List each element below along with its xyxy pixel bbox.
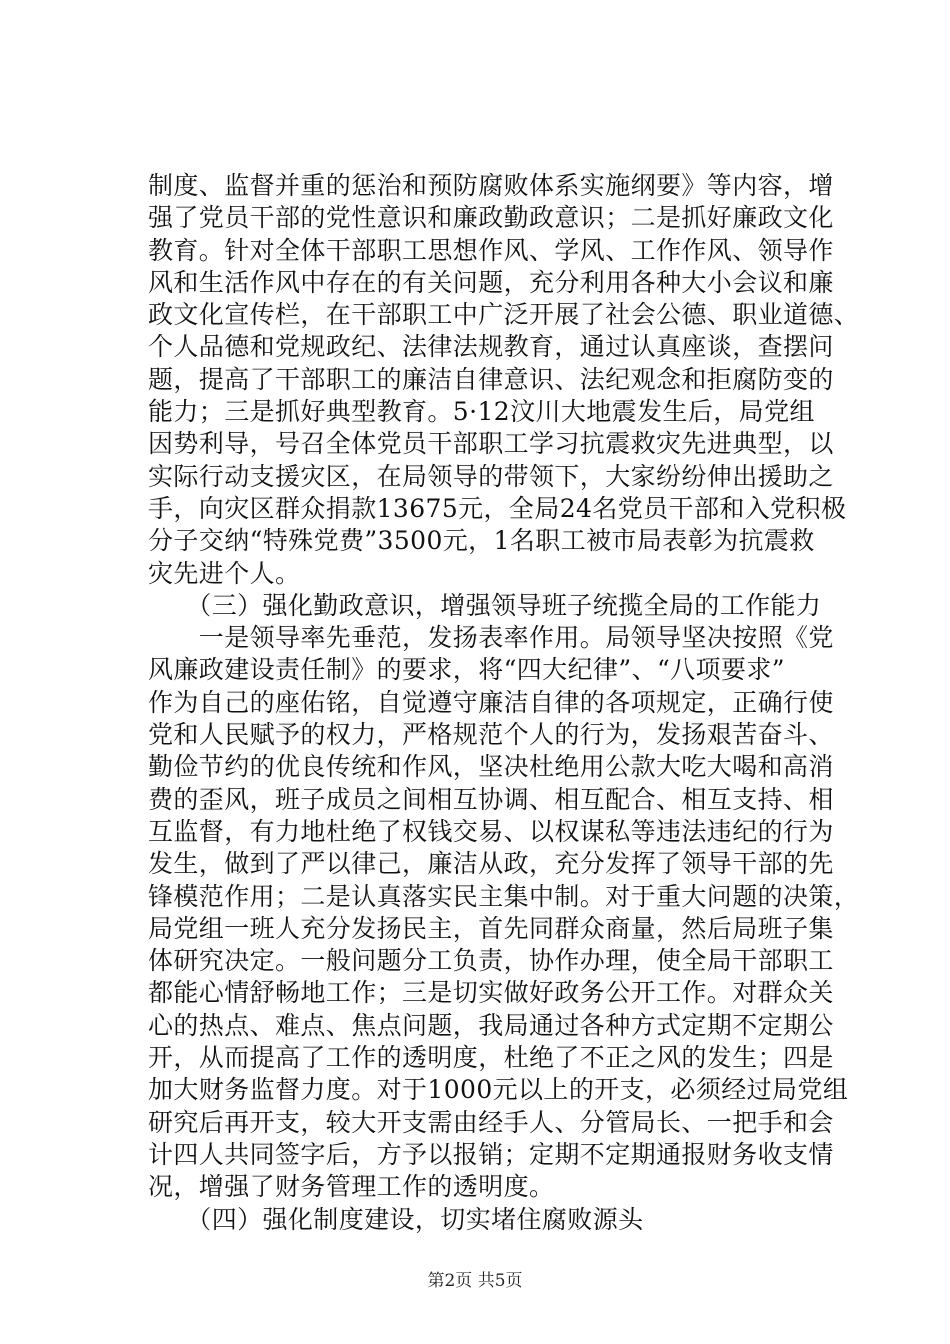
text-line: 分子交纳“特殊党费”3500元，1名职工被市局表彰为抗震救 xyxy=(148,526,815,556)
text-line: 况，增强了财务管理工作的透明度。 xyxy=(148,1172,555,1202)
text-line: 作为自己的座佑铭，自觉遵守廉洁自律的各项规定，正确行使 xyxy=(148,687,834,717)
text-line: 强了党员干部的党性意识和廉政勤政意识；二是抓好廉政文化 xyxy=(148,203,834,233)
text-line: 灾先进个人。 xyxy=(148,558,301,588)
page-footer xyxy=(0,1270,950,1292)
text-line: 体研究决定。一般问题分工负责，协作办理，使全局干部职工 xyxy=(148,946,834,976)
text-line: 党和人民赋予的权力，严格规范个人的行为，发扬艰苦奋斗、 xyxy=(148,720,834,750)
text-line: 费的歪风，班子成员之间相互协调、相互配合、相互支持、相 xyxy=(148,784,834,814)
section-heading-4: （四）强化制度建设，切实堵住腐败源头 xyxy=(148,1204,644,1234)
document-body xyxy=(148,170,858,1236)
text-line: 互监督，有力地杜绝了权钱交易、以权谋私等违法违纪的行为 xyxy=(148,816,834,846)
text-line: 研究后再开支，较大开支需由经手人、分管局长、一把手和会 xyxy=(148,1107,834,1137)
text-line: 局党组一班人充分发扬民主，首先同群众商量，然后局班子集 xyxy=(148,913,834,943)
text-line: 心的热点、难点、焦点问题，我局通过各种方式定期不定期公 xyxy=(148,1010,834,1040)
text-line: 因势利导，号召全体党员干部职工学习抗震救灾先进典型，以 xyxy=(148,429,834,459)
text-line: 风和生活作风中存在的有关问题，充分利用各种大小会议和廉 xyxy=(148,267,834,297)
text-line: 开，从而提高了工作的透明度，杜绝了不正之风的发生；四是 xyxy=(148,1043,834,1073)
text-line: 一是领导率先垂范，发扬表率作用。局领导坚决按照《党 xyxy=(148,623,834,653)
text-line: 手，向灾区群众捐款13675元，全局24名党员干部和入党积极 xyxy=(148,493,847,523)
text-line: 题，提高了干部职工的廉洁自律意识、法纪观念和拒腐防变的 xyxy=(148,364,834,394)
text-line: 能力；三是抓好典型教育。5·12汶川大地震发生后，局党组 xyxy=(148,397,815,427)
text-line: 都能心情舒畅地工作；三是切实做好政务公开工作。对群众关 xyxy=(148,978,834,1008)
page-number: 第2页 共5页 xyxy=(427,1271,523,1291)
text-line: 教育。针对全体干部职工思想作风、学风、工作作风、领导作 xyxy=(148,235,834,265)
text-line: 发生，做到了严以律己，廉洁从政，充分发挥了领导干部的先 xyxy=(148,849,834,879)
text-line: 勤俭节约的优良传统和作风，坚决杜绝用公款大吃大喝和高消 xyxy=(148,752,834,782)
text-line: 加大财务监督力度。对于1000元以上的开支，必须经过局党组 xyxy=(148,1075,849,1105)
section-heading-3: （三）强化勤政意识，增强领导班子统揽全局的工作能力 xyxy=(148,590,822,620)
text-line: 制度、监督并重的惩治和预防腐败体系实施纲要》等内容，增 xyxy=(148,171,834,200)
text-line: 锋模范作用；二是认真落实民主集中制。对于重大问题的决策， xyxy=(148,881,860,911)
text-line: 个人品德和党规政纪、法律法规教育，通过认真座谈，查摆问 xyxy=(148,332,834,362)
text-line: 政文化宣传栏，在干部职工中广泛开展了社会公德、职业道德、 xyxy=(148,300,860,330)
text-line: 计四人共同签字后，方予以报销；定期不定期通报财务收支情 xyxy=(148,1139,834,1169)
text-line: 风廉政建设责任制》的要求，将“四大纪律”、“八项要求” xyxy=(148,655,785,685)
text-line: 实际行动支援灾区，在局领导的带领下，大家纷纷伸出援助之 xyxy=(148,461,834,491)
